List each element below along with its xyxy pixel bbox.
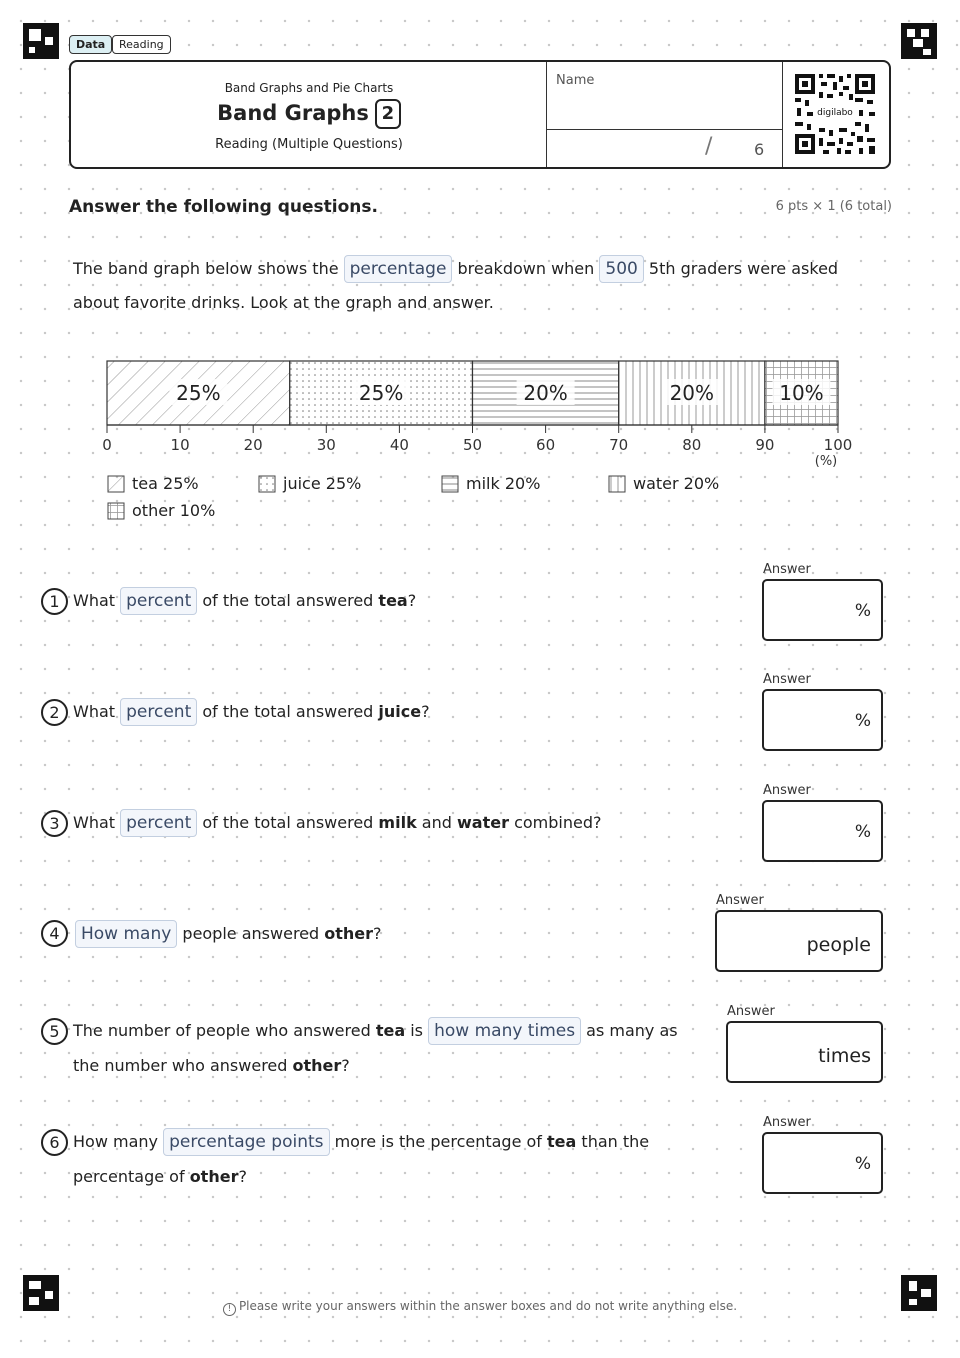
question-text-3 (73, 805, 753, 840)
q1-text-d: ? (407, 591, 417, 610)
answer-label-5: Answer (727, 1004, 775, 1019)
tick-label-0: 0 (102, 436, 112, 454)
answer-box-6[interactable] (762, 1132, 883, 1194)
score-slash: / (705, 134, 713, 159)
legend-label-water: water 20% (633, 474, 720, 493)
intro-text-1: The band graph below shows the (73, 259, 339, 278)
q1-bold-c: tea (378, 591, 408, 610)
answer-unit-1: % (854, 601, 871, 621)
q3-bold-e: water (457, 813, 509, 832)
q2-bold-c: juice (378, 702, 422, 721)
footer-note (0, 1299, 960, 1316)
intro-text-3: 5th graders were asked about favorite drinks. Look at the graph and answer. (73, 259, 839, 312)
question-number-6: 6 (41, 1129, 68, 1156)
q6-keyword: percentage points (163, 1128, 329, 1156)
answer-box-3[interactable] (762, 800, 883, 862)
band-label-juice: 25% (358, 381, 404, 405)
keyword-500: 500 (599, 255, 643, 283)
worksheet-subtitle: Band Graphs and Pie Charts (224, 81, 394, 95)
question-number-5: 5 (41, 1018, 68, 1045)
q3-text-d: and (421, 813, 452, 832)
keyword-percentage: percentage (344, 255, 453, 283)
q5-text-b: is (410, 1021, 424, 1040)
tick-label-100: 100 (823, 436, 853, 454)
answer-unit-2: % (854, 711, 871, 731)
q4-text-b: people answered (182, 924, 320, 943)
legend-swatch-milk (441, 475, 459, 493)
tick-label-30: 30 (316, 436, 336, 454)
max-score: 6 (754, 140, 765, 159)
question-text-2 (73, 694, 713, 729)
worksheet-description: Reading (Multiple Questions) (215, 137, 403, 152)
q2-text-b: of the total answered (202, 702, 374, 721)
answer-box-5[interactable] (726, 1021, 883, 1083)
q3-bold-c: milk (378, 813, 417, 832)
answer-box-4[interactable] (715, 910, 883, 972)
q3-keyword: percent (120, 809, 197, 837)
question-number-1: 1 (41, 588, 68, 615)
band-label-tea: 25% (176, 381, 221, 405)
intro-text-2: breakdown when (457, 259, 595, 278)
q3-text-f: combined? (514, 813, 602, 832)
answer-label-1: Answer (763, 562, 811, 577)
tick-label-50: 50 (462, 436, 483, 454)
question-text-6 (73, 1124, 743, 1194)
q2-text-a: What (73, 702, 116, 721)
q1-keyword: percent (120, 587, 197, 615)
question-number-2: 2 (41, 699, 68, 726)
q4-bold-c: other (324, 924, 374, 943)
legend-label-juice: juice 25% (283, 474, 362, 493)
q5-bold-e: other (292, 1056, 342, 1075)
tick-label-40: 40 (389, 436, 409, 454)
q6-bold-c: tea (547, 1132, 577, 1151)
band-label-other: 10% (779, 381, 824, 405)
question-text-1 (73, 583, 713, 618)
q2-text-d: ? (421, 702, 430, 721)
legend-swatch-juice (258, 475, 276, 493)
tick-label-90: 90 (755, 436, 775, 454)
q5-bold-c: tea (375, 1021, 406, 1040)
footer-text: Please write your answers within the answer boxes and do not write anything else. (238, 1299, 738, 1313)
answer-box-2[interactable] (762, 689, 883, 751)
tick-label-10: 10 (170, 436, 190, 454)
answer-label-3: Answer (763, 783, 811, 798)
legend-label-other: other 10% (132, 501, 216, 520)
legend-label-tea: tea 25% (132, 474, 199, 493)
tag-data: Data (69, 35, 112, 54)
answer-unit-4: people (806, 934, 871, 956)
qr-label: digilabo (817, 108, 853, 118)
tick-label-20: 20 (243, 436, 263, 454)
question-number-4: 4 (41, 920, 68, 947)
q4-keyword: How many (75, 920, 177, 948)
info-icon: ! (223, 1303, 236, 1316)
instructions: Answer the following questions. (69, 197, 378, 217)
answer-unit-3: % (854, 822, 871, 842)
q6-text-d: than the percentage of (73, 1132, 650, 1186)
tick-label-80: 80 (682, 436, 702, 454)
tick-label-60: 60 (536, 436, 556, 454)
band-label-water: 20% (669, 381, 715, 405)
band-label-milk: 20% (523, 381, 568, 405)
question-text-5 (73, 1013, 703, 1083)
q1-text-a: What (73, 591, 116, 610)
q1-text-b: of the total answered (202, 591, 374, 610)
band-graph (0, 0, 960, 540)
answer-box-1[interactable] (762, 579, 883, 641)
q3-text-a: What (73, 813, 116, 832)
answer-unit-6: % (854, 1154, 871, 1174)
answer-label-2: Answer (763, 672, 811, 687)
q5-keyword: how many times (428, 1017, 581, 1045)
q3-text-b: of the total answered (202, 813, 374, 832)
q2-keyword: percent (120, 698, 197, 726)
q6-text-b: more is the percentage of (334, 1132, 542, 1151)
q4-text-d: ? (373, 924, 382, 943)
q5-text-f: ? (341, 1056, 350, 1075)
tick-label-70: 70 (609, 436, 629, 454)
name-label: Name (556, 73, 595, 88)
answer-unit-5: times (818, 1045, 871, 1067)
worksheet-title-text: Band Graphs (217, 101, 369, 125)
answer-label-4: Answer (716, 893, 764, 908)
q5-text-d: as many as the number who answered (73, 1021, 678, 1075)
legend-swatch-tea (107, 475, 125, 493)
legend-swatch-other (107, 502, 125, 520)
q6-text-f: ? (238, 1167, 247, 1186)
q6-bold-e: other (189, 1167, 239, 1186)
legend-swatch-water (608, 475, 626, 493)
points-info: 6 pts × 1 (6 total) (775, 199, 892, 214)
worksheet-number: 2 (375, 99, 401, 129)
q6-text-a: How many (73, 1132, 158, 1151)
tag-reading: Reading (112, 35, 171, 54)
answer-label-6: Answer (763, 1115, 811, 1130)
legend-label-milk: milk 20% (466, 474, 541, 493)
axis-unit-label: (%) (814, 454, 838, 469)
question-text-4 (75, 916, 695, 951)
q5-text-a: The number of people who answered (73, 1021, 371, 1040)
question-number-3: 3 (41, 810, 68, 837)
